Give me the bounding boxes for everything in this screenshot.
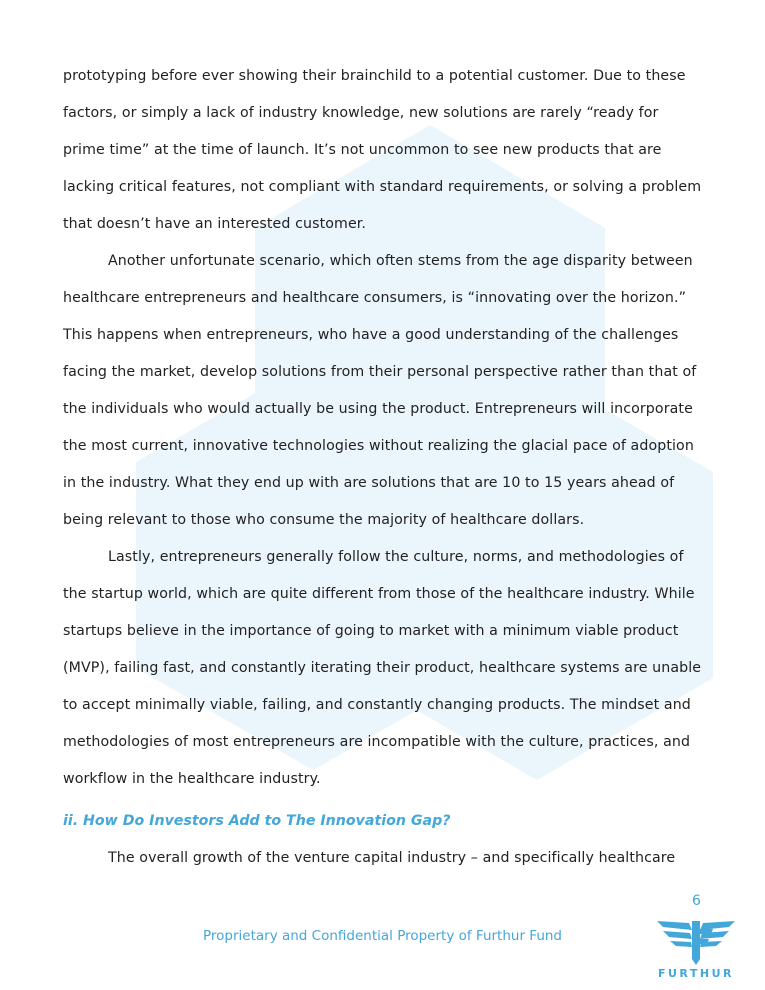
body-paragraph-4: The overall growth of the venture capital industry – and specifically healthcare	[108, 850, 676, 866]
body-paragraph-2: Another unfortunate scenario, which often stems from the age disparity between healthcare entrepreneurs and healthcare consumers, is “innovating over the horizon.” This happens when entrepreneurs, who have a good understanding of the challenges facing the market, develop solutions from their personal perspective rather than that of the individuals who would actually be using the product. Entrepreneurs will incorporate the most current, innovative technologies without realizing the glacial pace of adoption in the industry. What they end up with are solutions that are 10 to 15 years ahead of being relevant to those who consume the majority of healthcare dollars.	[63, 253, 697, 528]
winged-f-logo-icon	[655, 915, 737, 967]
logo-wordmark: FURTHUR	[657, 967, 735, 980]
footer-confidential-text: Proprietary and Confidential Property of Furthur Fund	[202, 928, 563, 944]
section-heading: ii. How Do Investors Add to The Innovation Gap?	[63, 813, 451, 829]
page-number: 6	[692, 893, 701, 909]
footer-confidential-notice	[0, 928, 765, 944]
body-paragraph-1: prototyping before ever showing their brainchild to a potential customer. Due to these factors, or simply a lack of industry knowledge, new solutions are rarely “ready for prime time” at the time of launch. It’s not uncommon to see new products that are lacking critical features, not compliant with standard requirements, or solving a problem that doesn’t have an interested customer.	[63, 68, 702, 232]
document-body	[63, 58, 703, 877]
furthur-logo	[655, 915, 737, 985]
body-paragraph-3: Lastly, entrepreneurs generally follow the culture, norms, and methodologies of the startup world, which are quite different from those of the healthcare industry. While startups believe in the importance of going to market with a minimum viable product (MVP), failing fast, and constantly iterating their product, healthcare systems are unable to accept minimally viable, failing, and constantly changing products. The mindset and methodologies of most entrepreneurs are incompatible with the culture, practices, and workflow in the healthcare industry.	[63, 549, 702, 787]
